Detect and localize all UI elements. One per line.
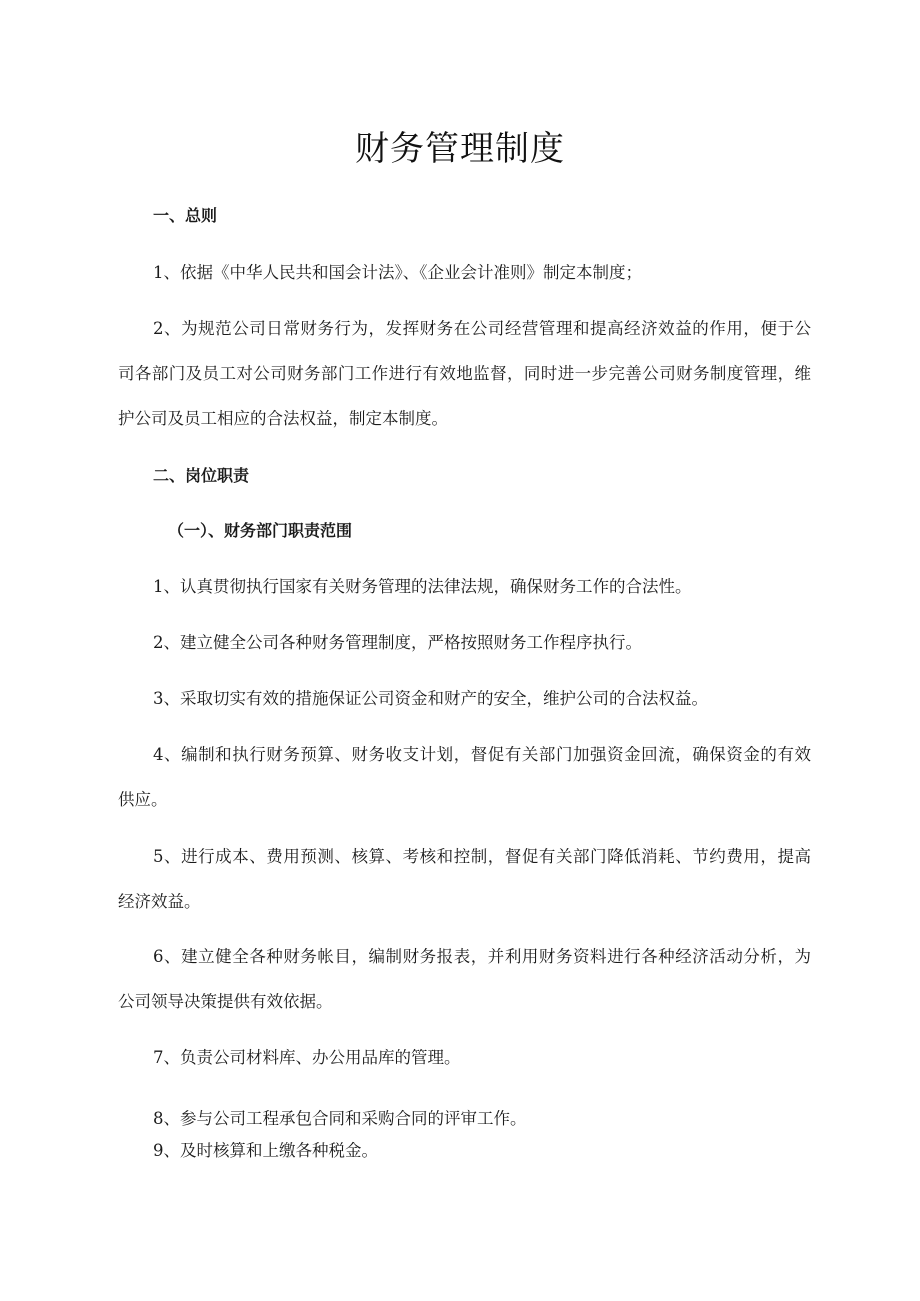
section-heading-general: 一、总则 bbox=[153, 206, 218, 225]
duty-item-6-line-2: 公司领导决策提供有效依据。 bbox=[118, 992, 333, 1011]
duty-item-1: 1、认真贯彻执行国家有关财务管理的法律法规，确保财务工作的合法性。 bbox=[153, 577, 692, 596]
duty-item-6-line-1: 6、建立健全各种财务帐目，编制财务报表，并利用财务资料进行各种经济活动分析，为 bbox=[153, 947, 811, 966]
duty-item-5-line-2: 经济效益。 bbox=[118, 892, 201, 911]
paragraph-general-2-line-1: 2、为规范公司日常财务行为，发挥财务在公司经营管理和提高经济效益的作用，便于公 bbox=[153, 319, 811, 338]
paragraph-general-1: 1、依据《中华人民共和国会计法》、《企业会计准则》制定本制度； bbox=[153, 263, 642, 282]
paragraph-general-2-line-3: 护公司及员工相应的合法权益，制定本制度。 bbox=[118, 409, 448, 428]
duty-item-8: 8、参与公司工程承包合同和采购合同的评审工作。 bbox=[153, 1109, 527, 1128]
duty-item-9: 9、及时核算和上缴各种税金。 bbox=[153, 1141, 378, 1160]
duty-item-4-line-2: 供应。 bbox=[118, 790, 168, 809]
section-heading-duties: 二、岗位职责 bbox=[153, 466, 250, 485]
duty-item-7: 7、负责公司材料库、办公用品库的管理。 bbox=[153, 1048, 461, 1067]
subsection-heading-finance-dept: （一）、财务部门职责范围 bbox=[168, 521, 353, 540]
page-title: 财务管理制度 bbox=[355, 129, 565, 169]
duty-item-2: 2、建立健全公司各种财务管理制度，严格按照财务工作程序执行。 bbox=[153, 633, 642, 652]
duty-item-3: 3、采取切实有效的措施保证公司资金和财产的安全，维护公司的合法权益。 bbox=[153, 689, 708, 708]
paragraph-general-2-line-2: 司各部门及员工对公司财务部门工作进行有效地监督，同时进一步完善公司财务制度管理，维 bbox=[118, 364, 811, 383]
duty-item-5-line-1: 5、进行成本、费用预测、核算、考核和控制，督促有关部门降低消耗、节约费用，提高 bbox=[153, 847, 811, 866]
duty-item-4-line-1: 4、编制和执行财务预算、财务收支计划，督促有关部门加强资金回流，确保资金的有效 bbox=[153, 745, 811, 764]
